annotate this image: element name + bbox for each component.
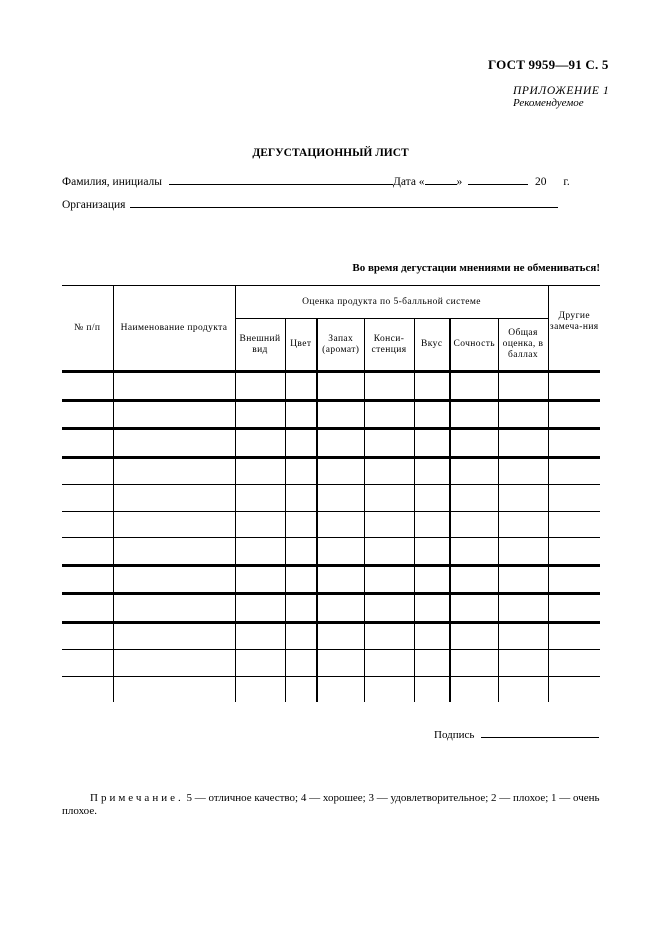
table-cell[interactable]	[285, 429, 317, 458]
header-rating-group: Оценка продукта по 5-балльной системе	[235, 286, 548, 319]
table-cell[interactable]	[113, 429, 235, 458]
table-cell[interactable]	[235, 372, 285, 401]
table-cell[interactable]	[317, 372, 364, 401]
table-cell[interactable]	[450, 511, 498, 538]
table-row	[62, 650, 600, 677]
table-cell[interactable]	[62, 565, 113, 594]
table-cell[interactable]	[285, 511, 317, 538]
header-color: Цвет	[285, 319, 317, 372]
table-cell[interactable]	[364, 511, 414, 538]
table-cell[interactable]	[498, 676, 548, 702]
table-cell[interactable]	[285, 676, 317, 702]
table-cell[interactable]	[235, 400, 285, 429]
date-suffix: г.	[563, 176, 570, 188]
organization-label: Организация	[62, 199, 126, 211]
table-cell[interactable]	[548, 457, 600, 485]
tasting-table	[62, 285, 600, 702]
header-product: Наименование продукта	[113, 286, 235, 372]
date-quote-close: »	[456, 176, 463, 188]
table-cell[interactable]	[364, 676, 414, 702]
table-row	[62, 429, 600, 458]
table-cell[interactable]	[62, 485, 113, 512]
table-cell[interactable]	[548, 485, 600, 512]
table-cell[interactable]	[62, 650, 113, 677]
table-cell[interactable]	[450, 485, 498, 512]
table-cell[interactable]	[62, 511, 113, 538]
header-taste: Вкус	[414, 319, 450, 372]
table-row	[62, 594, 600, 623]
table-cell[interactable]	[548, 565, 600, 594]
warning-text: Во время дегустации мнениями не обмениваться!	[352, 262, 600, 274]
table-row	[62, 565, 600, 594]
table-cell[interactable]	[235, 676, 285, 702]
table-cell[interactable]	[498, 650, 548, 677]
table-cell[interactable]	[364, 372, 414, 401]
header-total-score: Общая оценка, в баллах	[498, 319, 548, 372]
table-cell[interactable]	[285, 650, 317, 677]
name-input-line[interactable]	[169, 173, 393, 185]
table-cell[interactable]	[414, 538, 450, 566]
table-row	[62, 622, 600, 650]
table-cell[interactable]	[414, 511, 450, 538]
table-cell[interactable]	[414, 372, 450, 401]
date-month-line[interactable]	[468, 173, 528, 185]
table-cell[interactable]	[414, 650, 450, 677]
table-cell[interactable]	[450, 372, 498, 401]
table-cell[interactable]	[285, 622, 317, 650]
table-cell[interactable]	[113, 538, 235, 566]
date-label: Дата «	[393, 176, 425, 188]
table-cell[interactable]	[498, 400, 548, 429]
table-row	[62, 511, 600, 538]
table-row	[62, 676, 600, 702]
table-cell[interactable]	[317, 485, 364, 512]
table-cell[interactable]	[317, 565, 364, 594]
table-cell[interactable]	[498, 622, 548, 650]
table-cell[interactable]	[414, 622, 450, 650]
table-cell[interactable]	[498, 594, 548, 623]
table-cell[interactable]	[317, 650, 364, 677]
date-day-line[interactable]	[425, 173, 457, 185]
table-cell[interactable]	[548, 372, 600, 401]
standard-reference: ГОСТ 9959—91 С. 5	[488, 57, 609, 72]
header-aroma: Запах (аромат)	[317, 319, 364, 372]
signature-input-line[interactable]	[481, 726, 599, 738]
header-other-remarks: Другие замеча-ния	[548, 286, 600, 372]
table-cell[interactable]	[285, 457, 317, 485]
signature-label: Подпись	[434, 729, 475, 741]
note-text: 5 — отличное качество; 4 — хорошее; 3 — удовлетворительное; 2 — плохое; 1 — очень плохое.	[62, 792, 600, 817]
table-cell[interactable]	[498, 565, 548, 594]
table-cell[interactable]	[113, 485, 235, 512]
table-cell[interactable]	[414, 400, 450, 429]
table-row	[62, 400, 600, 429]
table-cell[interactable]	[285, 538, 317, 566]
table-cell[interactable]	[498, 485, 548, 512]
table-cell[interactable]	[113, 676, 235, 702]
table-cell[interactable]	[450, 565, 498, 594]
table-cell[interactable]	[548, 676, 600, 702]
name-label: Фамилия, инициалы	[62, 176, 162, 188]
table-cell[interactable]	[548, 650, 600, 677]
table-cell[interactable]	[317, 538, 364, 566]
table-cell[interactable]	[62, 429, 113, 458]
table-cell[interactable]	[450, 400, 498, 429]
header-number: № п/п	[62, 286, 113, 372]
table-cell[interactable]	[414, 457, 450, 485]
table-cell[interactable]	[113, 622, 235, 650]
table-cell[interactable]	[62, 676, 113, 702]
table-cell[interactable]	[364, 622, 414, 650]
table-cell[interactable]	[364, 650, 414, 677]
table-cell[interactable]	[235, 594, 285, 623]
table-cell[interactable]	[548, 622, 600, 650]
table-cell[interactable]	[548, 429, 600, 458]
note-paragraph	[62, 792, 602, 818]
table-cell[interactable]	[285, 565, 317, 594]
organization-field-row	[62, 196, 558, 211]
table-cell[interactable]	[548, 400, 600, 429]
table-cell[interactable]	[364, 485, 414, 512]
table-cell[interactable]	[414, 594, 450, 623]
table-cell[interactable]	[235, 650, 285, 677]
table-cell[interactable]	[414, 676, 450, 702]
table-cell[interactable]	[113, 650, 235, 677]
table-cell[interactable]	[235, 538, 285, 566]
table-cell[interactable]	[62, 622, 113, 650]
table-cell[interactable]	[450, 676, 498, 702]
table-cell[interactable]	[548, 594, 600, 623]
table-cell[interactable]	[62, 594, 113, 623]
table-cell[interactable]	[414, 485, 450, 512]
table-cell[interactable]	[285, 372, 317, 401]
table-cell[interactable]	[317, 400, 364, 429]
table-cell[interactable]	[113, 400, 235, 429]
table-cell[interactable]	[62, 457, 113, 485]
table-cell[interactable]	[364, 457, 414, 485]
table-cell[interactable]	[62, 372, 113, 401]
table-cell[interactable]	[285, 594, 317, 623]
table-cell[interactable]	[285, 400, 317, 429]
table-cell[interactable]	[285, 485, 317, 512]
table-cell[interactable]	[235, 511, 285, 538]
table-cell[interactable]	[317, 622, 364, 650]
signature-row	[434, 726, 599, 741]
table-cell[interactable]	[450, 538, 498, 566]
appendix-label: ПРИЛОЖЕНИЕ 1	[513, 85, 610, 97]
table-cell[interactable]	[498, 457, 548, 485]
table-cell[interactable]	[113, 372, 235, 401]
table-cell[interactable]	[450, 594, 498, 623]
note-label: Примечание.	[90, 792, 184, 804]
table-cell[interactable]	[235, 429, 285, 458]
table-cell[interactable]	[235, 622, 285, 650]
table-cell[interactable]	[450, 457, 498, 485]
table-cell[interactable]	[498, 372, 548, 401]
appendix-status: Рекомендуемое	[513, 97, 584, 109]
header-appearance: Внешний вид	[235, 319, 285, 372]
table-cell[interactable]	[548, 538, 600, 566]
table-cell[interactable]	[113, 565, 235, 594]
table-cell[interactable]	[317, 429, 364, 458]
header-consistency: Конси-стенция	[364, 319, 414, 372]
table-cell[interactable]	[364, 594, 414, 623]
header-juiciness: Сочность	[450, 319, 498, 372]
date-field-row	[393, 173, 570, 188]
date-year-prefix: 20	[535, 176, 547, 188]
table-row	[62, 485, 600, 512]
table-cell[interactable]	[113, 511, 235, 538]
table-cell[interactable]	[113, 594, 235, 623]
table-cell[interactable]	[364, 429, 414, 458]
table-cell[interactable]	[62, 538, 113, 566]
table-cell[interactable]	[113, 457, 235, 485]
table-cell[interactable]	[498, 429, 548, 458]
table-row	[62, 457, 600, 485]
table-cell[interactable]	[498, 511, 548, 538]
table-cell[interactable]	[364, 538, 414, 566]
table-cell[interactable]	[450, 622, 498, 650]
table-row	[62, 538, 600, 566]
table-cell[interactable]	[450, 429, 498, 458]
table-cell[interactable]	[317, 511, 364, 538]
table-cell[interactable]	[414, 565, 450, 594]
page-title: ДЕГУСТАЦИОННЫЙ ЛИСТ	[252, 147, 409, 159]
table-cell[interactable]	[235, 457, 285, 485]
table-cell[interactable]	[317, 457, 364, 485]
table-cell[interactable]	[498, 538, 548, 566]
table-cell[interactable]	[235, 485, 285, 512]
table-row	[62, 372, 600, 401]
table-cell[interactable]	[450, 650, 498, 677]
table-cell[interactable]	[235, 565, 285, 594]
table-cell[interactable]	[317, 676, 364, 702]
table-cell[interactable]	[364, 565, 414, 594]
table-cell[interactable]	[364, 400, 414, 429]
organization-input-line[interactable]	[130, 196, 558, 208]
table-cell[interactable]	[414, 429, 450, 458]
name-field-row	[62, 173, 393, 188]
table-cell[interactable]	[62, 400, 113, 429]
table-cell[interactable]	[317, 594, 364, 623]
table-cell[interactable]	[548, 511, 600, 538]
